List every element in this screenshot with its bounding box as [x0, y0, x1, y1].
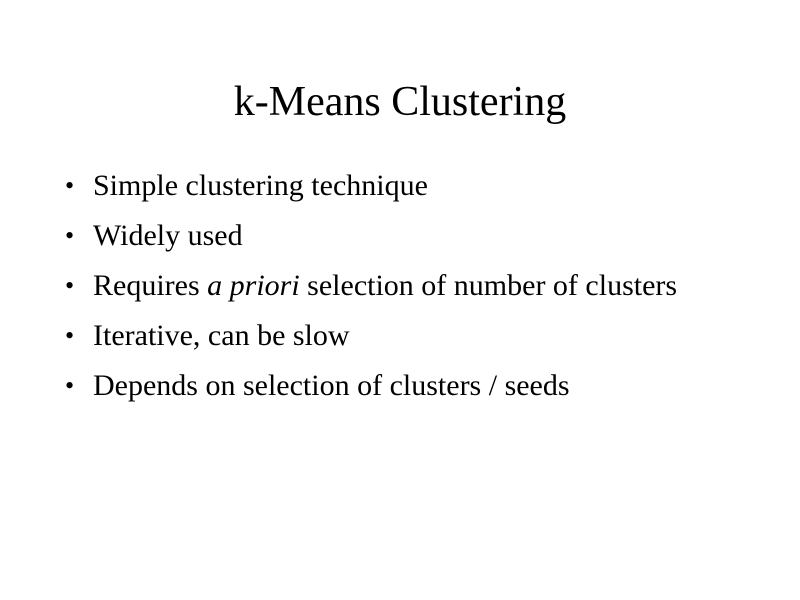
bullet-text: Widely used: [93, 219, 243, 252]
bullet-list: [65, 163, 785, 413]
bullet-dot-icon: •: [65, 171, 75, 200]
bullet-item: [65, 213, 785, 263]
bullet-text-post: selection of number of clusters: [299, 269, 678, 302]
bullet-dot-icon: •: [65, 271, 75, 300]
bullet-item: [65, 363, 785, 413]
bullet-text: Simple clustering technique: [93, 169, 428, 202]
bullet-text-pre: Requires: [93, 269, 208, 302]
slide-title: k-Means Clustering: [233, 79, 567, 125]
bullet-dot-icon: •: [65, 371, 75, 400]
bullet-text: [93, 263, 677, 309]
bullet-item: [65, 263, 785, 313]
bullet-dot-icon: •: [65, 221, 75, 250]
bullet-text: Depends on selection of clusters / seeds: [93, 369, 570, 402]
bullet-text-italic: a priori: [207, 269, 300, 302]
bullet-text: Iterative, can be slow: [93, 319, 350, 352]
bullet-item: [65, 163, 785, 213]
bullet-dot-icon: •: [65, 321, 75, 350]
bullet-item: [65, 313, 785, 363]
